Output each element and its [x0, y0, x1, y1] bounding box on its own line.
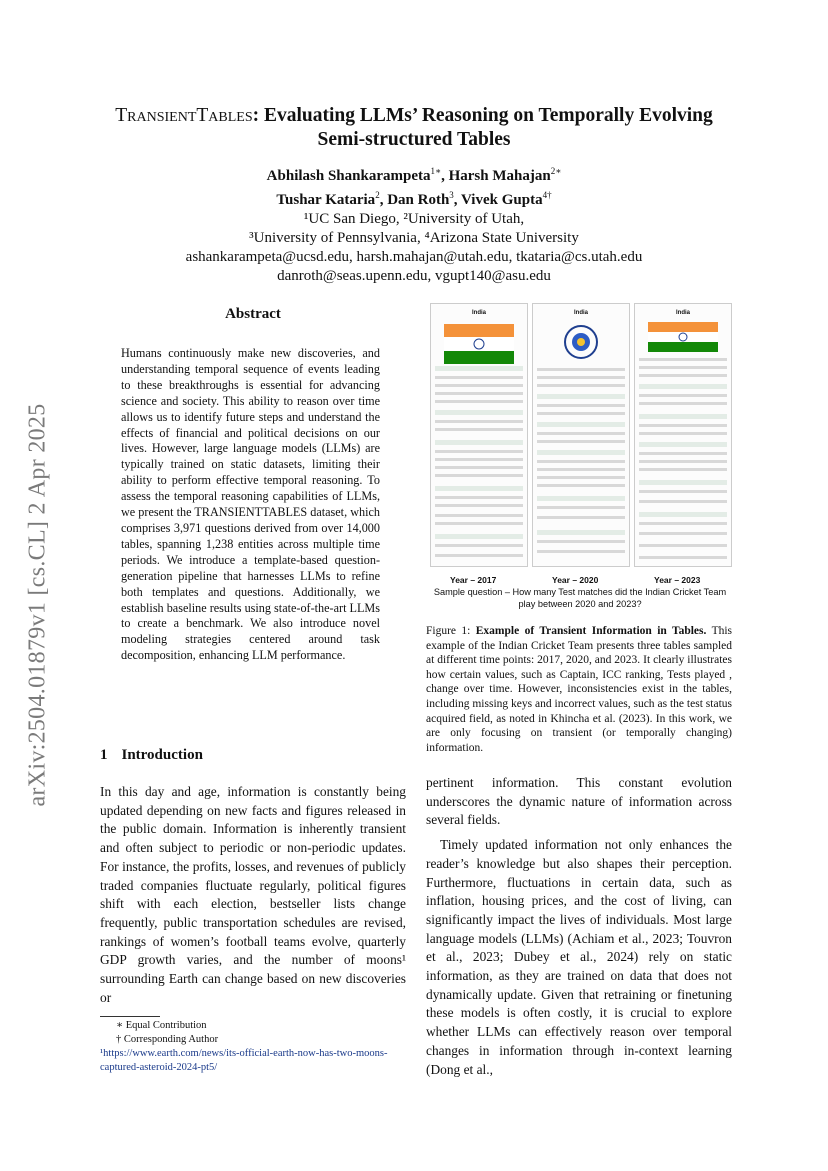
author-block: Abhilash Shankarampeta$^{1∗}$, Harsh Mahajan$^{2∗}$ Tushar Kataria$^2$, Dan Roth$^3$, Vivek Gupta$^{4\dagger}$ ¹UC San Diego, ²University of Utah, ³University of Pennsylvania, ⁴Arizona State University ashankarampeta@ucsd.edu, harsh.mahajan@utah.edu, tkataria@cs.utah.edu danroth@seas.upenn.edu, vgupt140@asu.edu [90, 162, 738, 286]
figure-1 [430, 303, 730, 585]
bcci-logo-icon [561, 320, 601, 366]
emails-2: danroth@seas.upenn.edu, vgupt140@asu.edu [277, 268, 551, 284]
sample-question: Sample question – How many Test matches did the Indian Cricket Team play between 2020 and 2023? [433, 587, 727, 609]
table-2023: India [634, 303, 732, 567]
india-flag-icon [444, 324, 514, 364]
caption-title: Example of Transient Information in Tables. [475, 625, 707, 637]
intro-paragraph: In this day and age, information is constantly being updated depending on new facts and figures released in the public domain. Information is inherently transient and often subject to periodic or non-periodic updates. For instance, the profits, losses, and revenues of publicly traded companies fluctuate regularly, political figures shift with each election, bestseller lists change frequently, public transportation schedules are revised, rankings of women’s football teams evolve, quarterly GDP growth varies, and the number of moons¹ surrounding Earth can change based on new discoveries or [100, 784, 406, 1005]
title-smallcaps: TransientTables [115, 105, 253, 126]
right-paragraph-0: pertinent information. This constant evolution underscores the dynamic nature of information across several fields. [426, 775, 732, 828]
table-2017: India [430, 303, 528, 567]
abstract-heading: Abstract [225, 306, 281, 322]
right-column-text [426, 774, 732, 1079]
caption-text: This example of the Indian Cricket Team presents three tables sampled at different time points: 2017, 2020, and 2023. It clearly illustrates how certain values, such as Captain, ICC ranking, Tests played , change over time. However, inconsistencies exist in the tables, including missing keys and incorrect values, such as the test status acquired field, as noted in Khincha et al. (2023). In this work, we are only focusing on transient (or temporally changing) information. [426, 625, 733, 754]
caption-label: Figure 1: [426, 625, 471, 637]
footnote-corresponding: † Corresponding Author [116, 1034, 219, 1045]
section-heading-introduction: 1 Introduction [100, 747, 203, 763]
footnote-equal: ∗ Equal Contribution [116, 1020, 207, 1031]
footnote-url[interactable]: ¹https://www.earth.com/news/its-official-earth-now-has-two-moons-captured-asteroid-2024-pt5/ [100, 1048, 388, 1073]
abstract-text: Humans continuously make new discoveries, and understanding temporal sequence of events leading to these breakthroughs is essential for advancing science and society. This ability to reason over time allows us to identify future steps and understand the effects of financial and political decisions on our lives. However, large language models (LLMs) are typically trained on static datasets, limiting their ability to perform effective temporal reasoning. To assess the temporal reasoning capabilities of LLMs, we present the TRANSIENTTABLES dataset, which comprises 3,971 questions derived from over 14,000 tables, spanning 1,238 entities across multiple time periods. We introduce a template-based question-generation pipeline that harnesses LLMs to refine both templates and questions. Additionally, we establish baseline results using state-of-the-art LLMs to create a benchmark. We also introduce novel modeling strategies centered around task decomposition, enhancing LLM performance. [121, 346, 380, 663]
affiliations-2: ³University of Pennsylvania, ⁴Arizona State University [249, 230, 579, 246]
right-paragraph-1: Timely updated information not only enhances the reader’s knowledge but also shapes their perception. Furthermore, fluctuations in certain data, such as inflation, housing prices, and the cost of living, can significantly impact the lives of individuals. Most large language models (LLMs) (Achiam et al., 2023; Touvron et al., 2023; Dubey et al., 2024) rely on static information, as they are trained on data that does not dynamically update. Given that retraining or finetuning these models is often costly, it is crucial to explore whether LLMs can effectively reason over temporal changes in information through in-context learning (Dong et al., [426, 837, 732, 1077]
year-label-2023: Year – 2023 [654, 575, 701, 585]
arxiv-stamp: arXiv:2504.01879v1 [cs.CL] 2 Apr 2025 [24, 403, 51, 807]
footnotes [100, 1019, 406, 1075]
table-2020: India [532, 303, 630, 567]
paper-title: TransientTables: Evaluating LLMs’ Reasoning on Temporally Evolving Semi-structured Tables [115, 105, 713, 150]
affiliations-1: ¹UC San Diego, ²University of Utah, [303, 211, 525, 227]
emails-1: ashankarampeta@ucsd.edu, harsh.mahajan@utah.edu, tkataria@cs.utah.edu [185, 249, 643, 265]
year-label-2020: Year – 2020 [552, 575, 599, 585]
figure-caption [426, 624, 732, 755]
footnote-rule [100, 1016, 160, 1017]
year-label-2017: Year – 2017 [450, 575, 497, 585]
india-flag-icon [648, 322, 718, 352]
